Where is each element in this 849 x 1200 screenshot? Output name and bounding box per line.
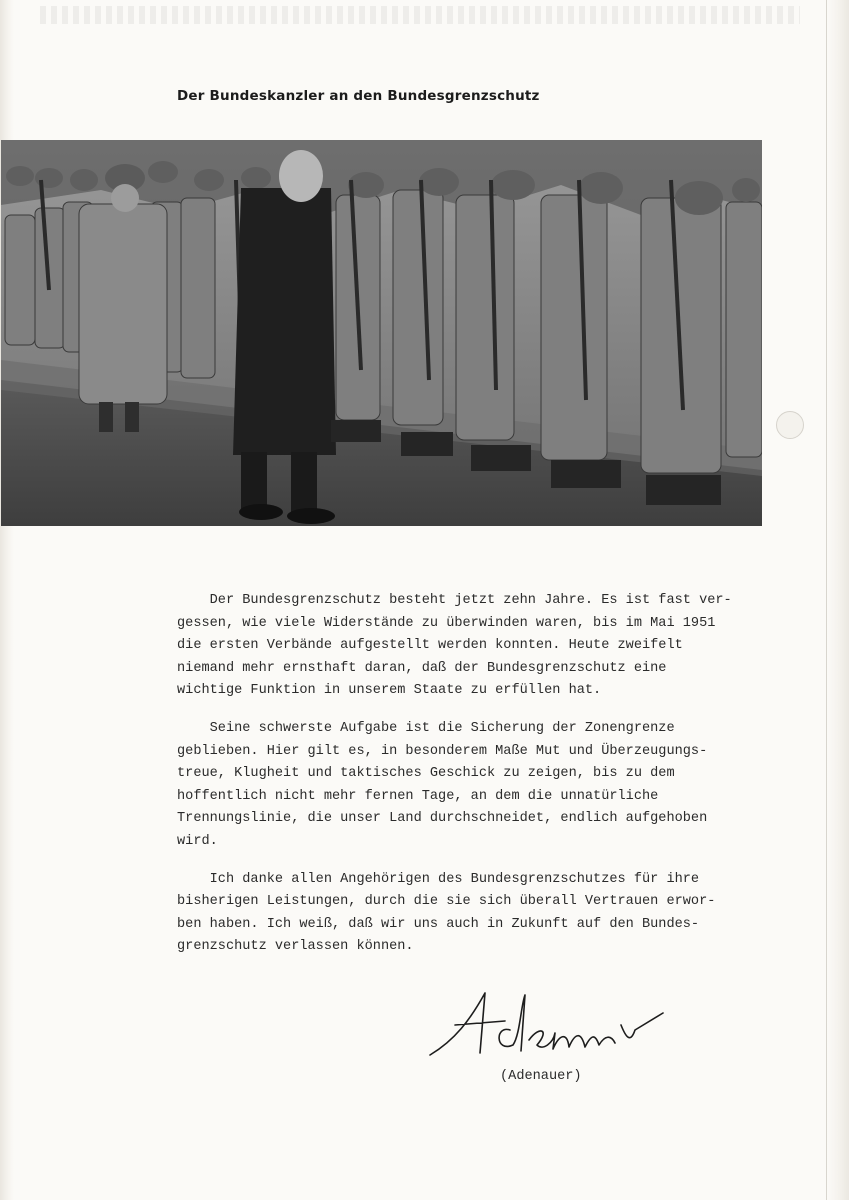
- punch-hole: [776, 411, 804, 439]
- paragraph: Seine schwerste Aufgabe ist die Sicherung der Zonengrenze geblieben. Hier gilt es, in besonderem Maße Mut und Überzeugungs- treue, Klugheit und taktisches Geschick zu zeigen, bis zu dem hoffentlich nicht mehr fernen Tage, an dem die unnatürliche Trennungslinie, die unser Land durchschneidet, endlich aufgehoben wird.: [177, 720, 708, 849]
- page-edge-right: [826, 0, 849, 1200]
- signer-name: (Adenauer): [500, 1069, 582, 1084]
- letter-body: [177, 590, 767, 974]
- paragraph: Der Bundesgrenzschutz besteht jetzt zehn Jahre. Es ist fast ver- gessen, wie viele Widerstände zu überwinden waren, bis im Mai 1951 die ersten Verbände aufgestellt werden konnten. Heute zweifelt niemand mehr ernsthaft daran, daß der Bundesgrenzschutz eine wichtige Funktion in unserem Staate zu erfüllen hat.: [177, 593, 732, 699]
- page-heading: Der Bundeskanzler an den Bundesgrenzschutz: [177, 88, 540, 104]
- paragraph: Ich danke allen Angehörigen des Bundesgrenzschutzes für ihre bisherigen Leistungen, durch die sie sich überall Vertrauen erwor- ben haben. Ich weiß, daß wir uns auch in Zukunft auf den Bundes- grenzschutz verlassen können.: [177, 871, 716, 955]
- photo: [1, 140, 762, 526]
- signature: [425, 985, 665, 1065]
- bleed-through: [40, 6, 800, 24]
